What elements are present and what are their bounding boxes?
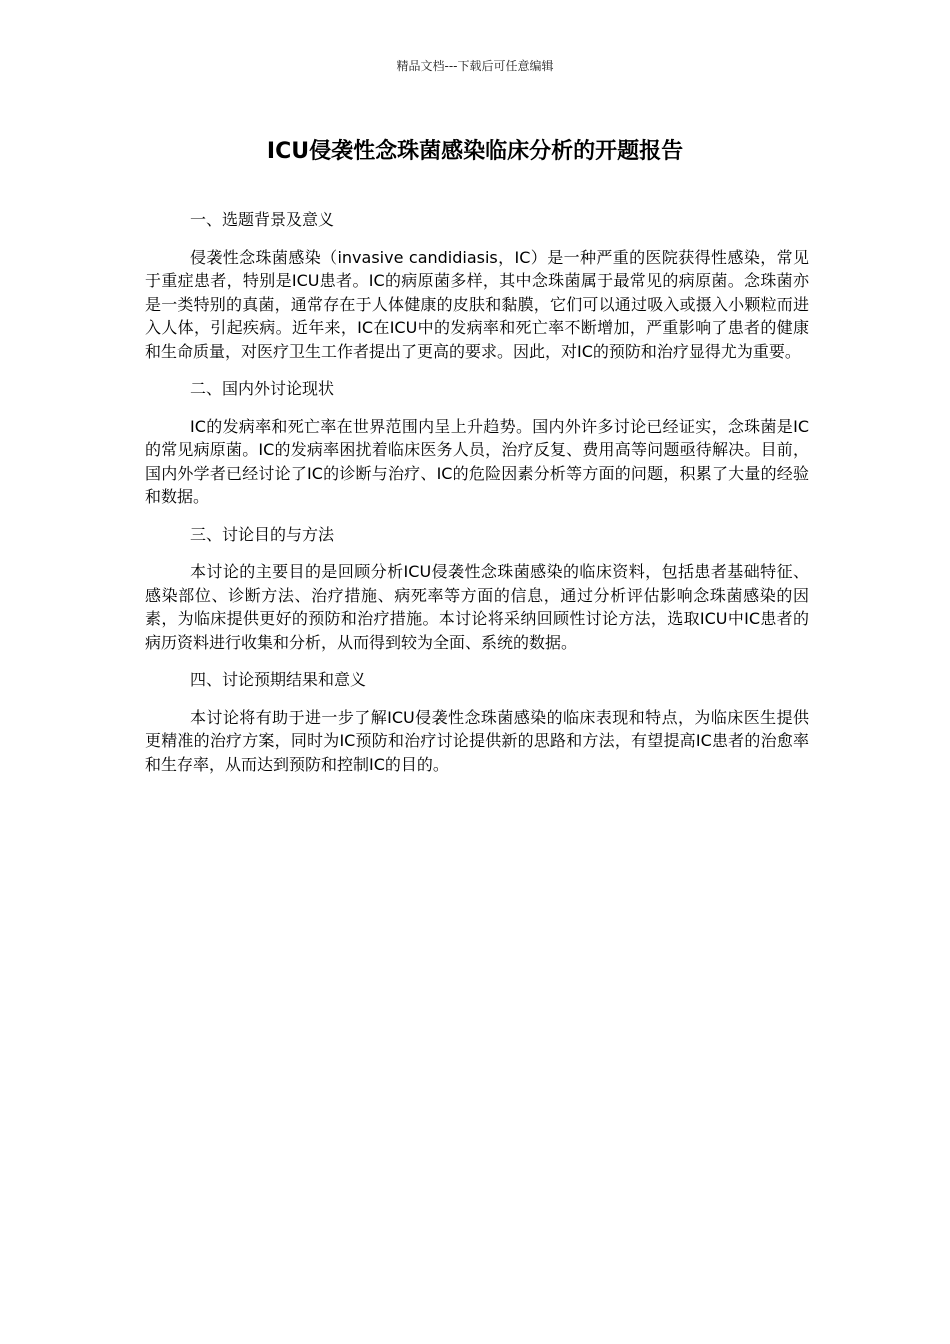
section-heading-background: 一、选题背景及意义 — [190, 210, 335, 229]
section-paragraph-status: IC的发病率和死亡率在世界范围内呈上升趋势。国内外许多讨论已经证实，念珠菌是IC的常见病原菌。IC的发病率困扰着临床医务人员，治疗反复、费用高等问题亟待解决。目前，国内外学者已经讨论了IC的诊断与治疗、IC的危险因素分析等方面的问题，积累了大量的经验和数据。 — [145, 416, 809, 506]
section-heading-methods: 三、讨论目的与方法 — [190, 524, 335, 544]
section-paragraph-background: 侵袭性念珠菌感染（invasive candidiasis，IC）是一种严重的医院获得性感染，常见于重症患者，特别是ICU患者。IC的病原菌多样，其中念珠菌属于最常见的病原菌。念珠菌亦是一类特别的真菌，通常存在于人体健康的皮肤和黏膜，它们可以通过吸入或摄入小颗粒而进入人体，引起疾病。近年来，IC在ICU中的发病率和死亡率不断增加，严重影响了患者的健康和生命质量，对医疗卫生工作者提出了更高的要求。因此，对IC的预防和治疗显得尤为重要。 — [145, 247, 809, 361]
document-body — [145, 208, 809, 790]
section-paragraph-expected-results: 本讨论将有助于进一步了解ICU侵袭性念珠菌感染的临床表现和特点，为临床医生提供更精准的治疗方案，同时为IC预防和治疗讨论提供新的思路和方法，有望提高IC患者的治愈率和生存率，从而达到预防和控制IC的目的。 — [145, 707, 809, 774]
header-note: 精品文档---下载后可任意编辑 — [396, 59, 554, 73]
section-heading-expected-results: 四、讨论预期结果和意义 — [190, 670, 367, 689]
document-title: ICU侵袭性念珠菌感染临床分析的开题报告 — [266, 139, 684, 164]
section-heading-status: 二、国内外讨论现状 — [190, 379, 335, 398]
section-paragraph-methods: 本讨论的主要目的是回顾分析ICU侵袭性念珠菌感染的临床资料，包括患者基础特征、感染部位、诊断方法、治疗措施、病死率等方面的信息，通过分析评估影响念珠菌感染的因素，为临床提供更好的预防和治疗措施。本讨论将采纳回顾性讨论方法，选取ICU中IC患者的病历资料进行收集和分析，从而得到较为全面、系统的数据。 — [145, 562, 809, 652]
